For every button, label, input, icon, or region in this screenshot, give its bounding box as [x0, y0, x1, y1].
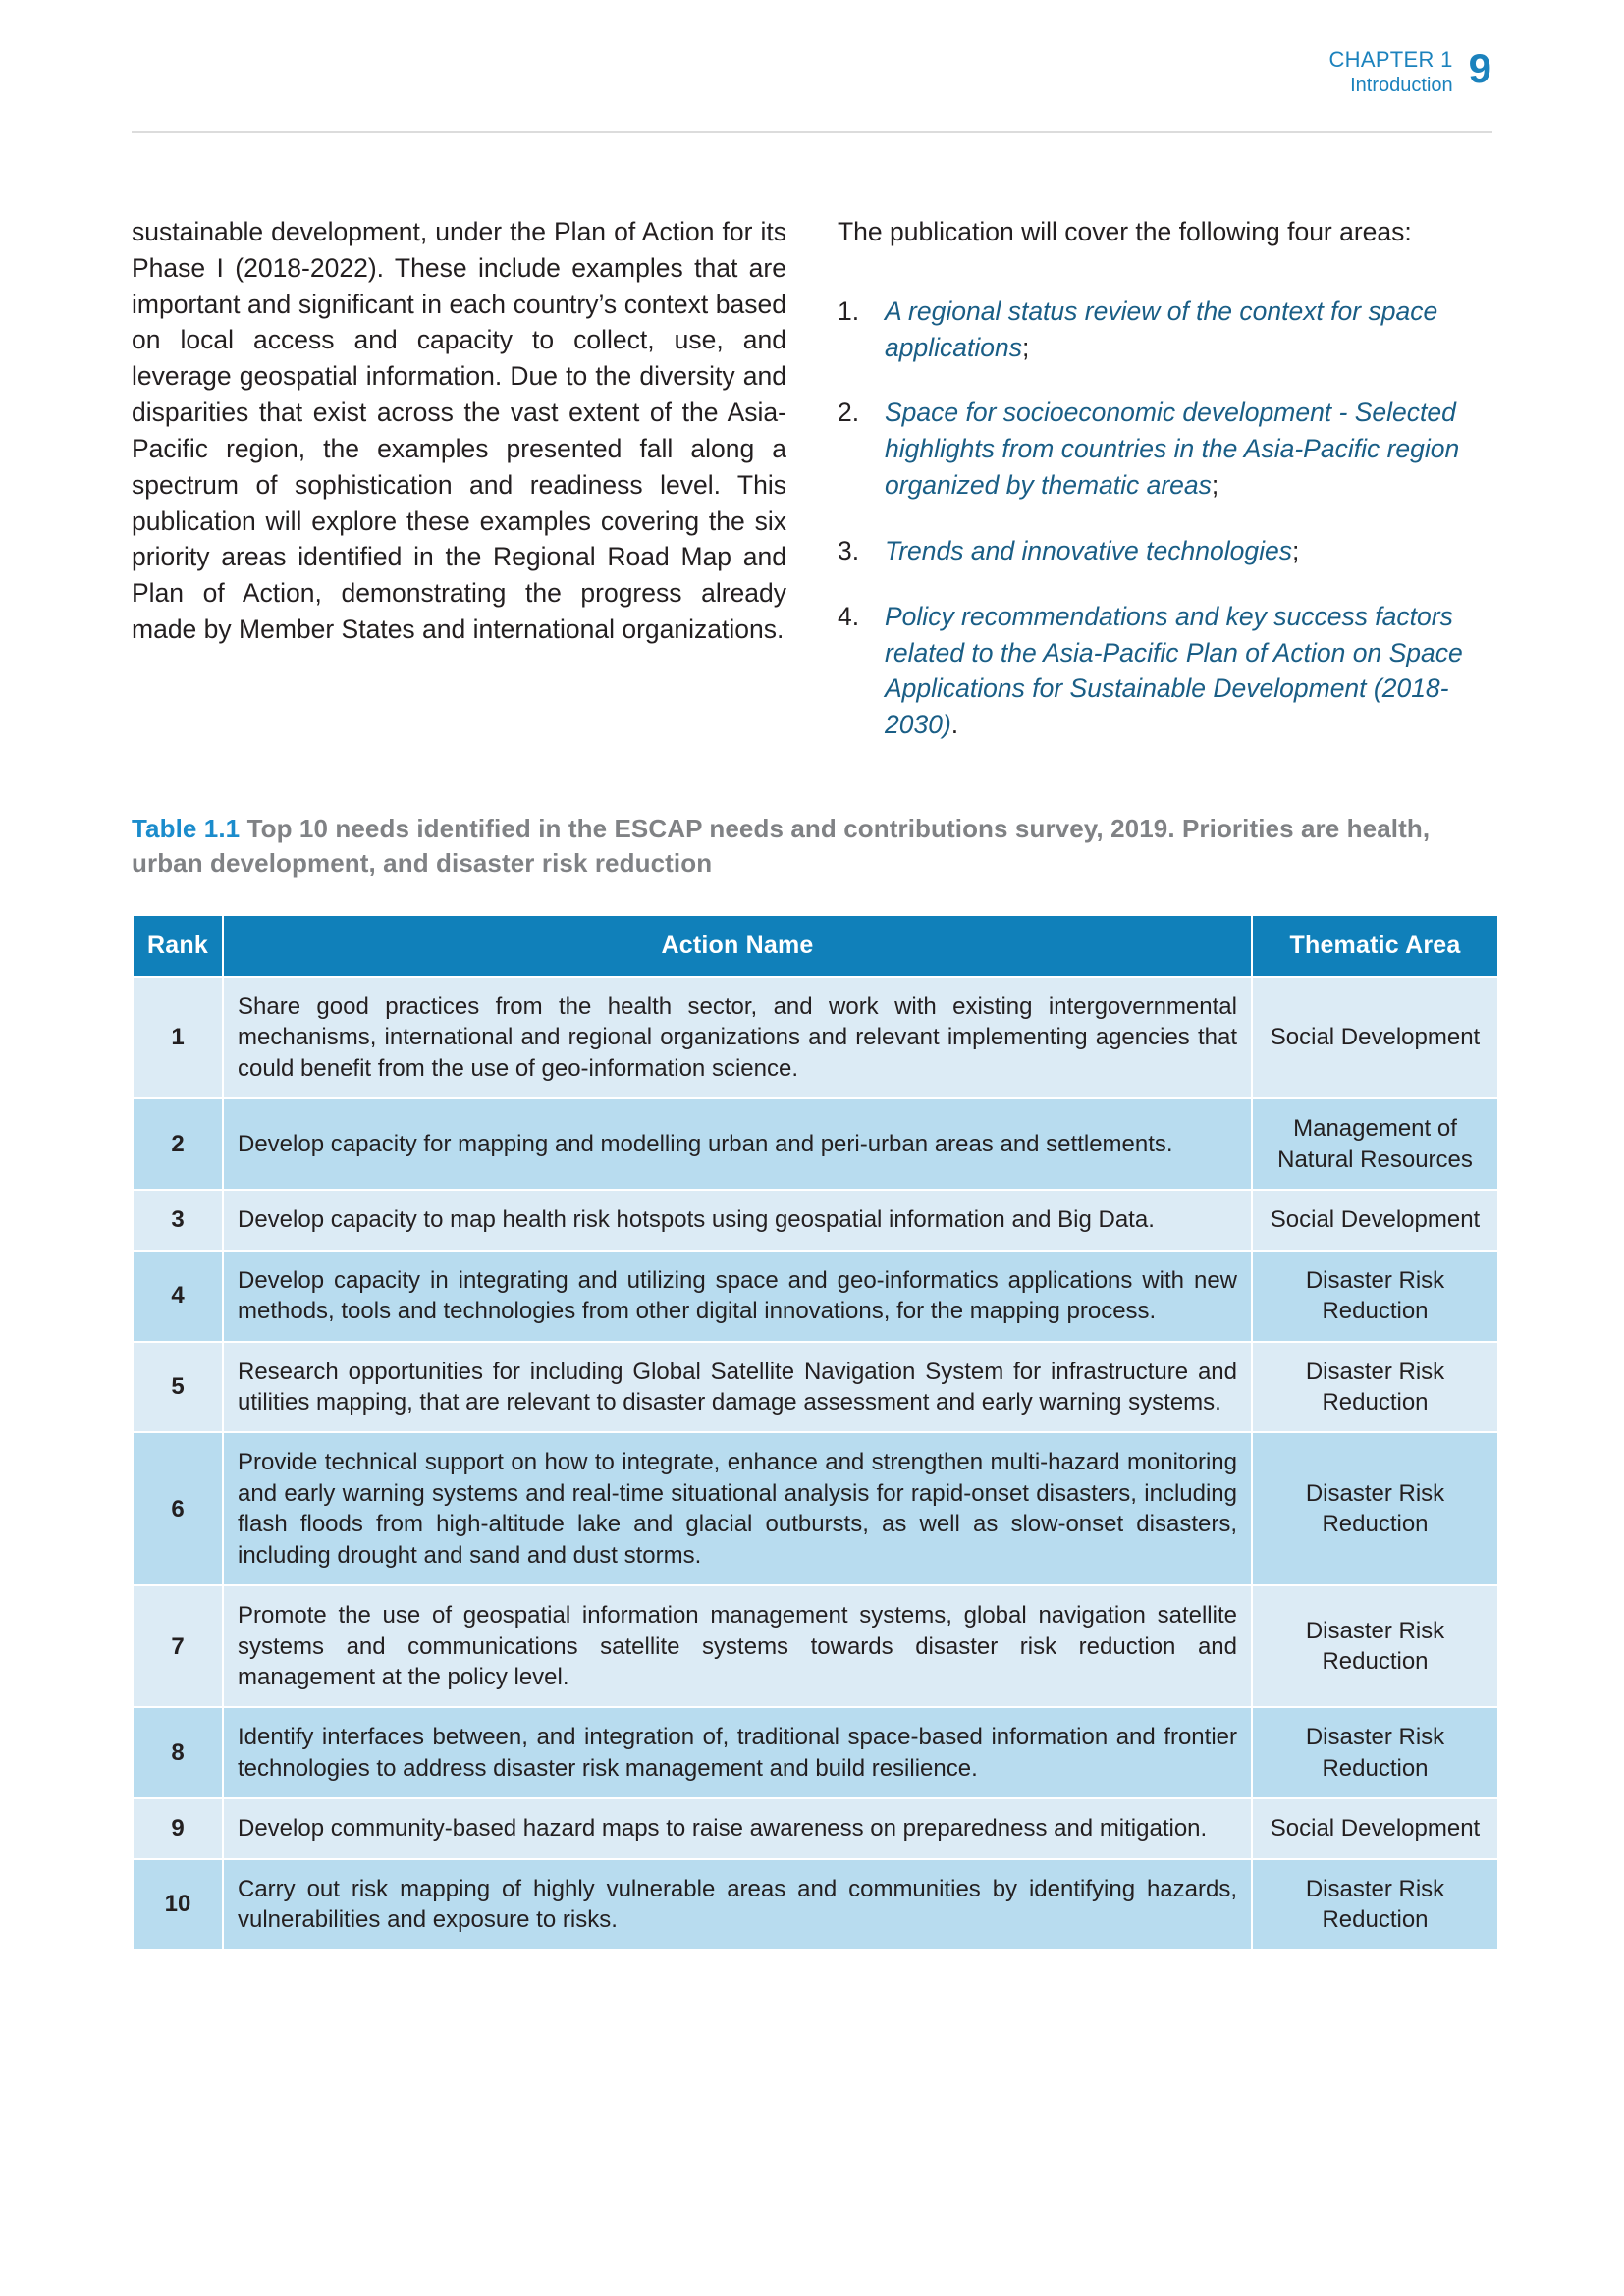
- list-item: [838, 294, 1492, 366]
- running-head-text: [1328, 47, 1452, 98]
- cell-thematic: Disaster Risk Reduction: [1253, 1708, 1497, 1797]
- cell-rank: 2: [134, 1099, 222, 1189]
- cell-thematic: Management of Natural Resources: [1253, 1099, 1497, 1189]
- column-header-thematic-area: Thematic Area: [1253, 916, 1497, 976]
- cell-thematic: Social Development: [1253, 1799, 1497, 1857]
- cell-action: Provide technical support on how to integrate, enhance and strengthen multi-hazard monitoring and early warning systems and real-time situational analysis for rapid-onset disasters, including flash floods from high-altitude lake and glacial outbursts, as well as slow-onset disasters, including drought and sand and dust storms.: [224, 1433, 1251, 1584]
- table-header-row: [134, 916, 1497, 976]
- right-column-lead: The publication will cover the following four areas:: [838, 217, 1412, 246]
- cell-thematic: Social Development: [1253, 978, 1497, 1097]
- chapter-label: CHAPTER 1: [1328, 47, 1453, 72]
- table-row: [134, 1099, 1497, 1189]
- page-number: 9: [1468, 45, 1491, 91]
- cell-action: Develop capacity in integrating and utilizing space and geo-informatics applications with new methods, tools and technologies from other digital innovations, for the mapping process.: [224, 1252, 1251, 1341]
- cell-thematic: Disaster Risk Reduction: [1253, 1586, 1497, 1706]
- table-row: [134, 1860, 1497, 1949]
- cell-rank: 3: [134, 1191, 222, 1249]
- list-item-text: Space for socioeconomic development - Selected highlights from countries in the Asia-Pacific region organized by thematic areas: [885, 398, 1460, 501]
- cell-rank: 6: [134, 1433, 222, 1584]
- column-header-rank: Rank: [134, 916, 222, 976]
- cell-rank: 1: [134, 978, 222, 1097]
- list-item-tail: ;: [1021, 332, 1030, 362]
- table-number-label: Table 1.1: [132, 814, 241, 843]
- cell-rank: 9: [134, 1799, 222, 1857]
- cell-rank: 8: [134, 1708, 222, 1797]
- table-row: [134, 1343, 1497, 1432]
- table-head: [134, 916, 1497, 976]
- running-head: [1328, 47, 1491, 98]
- cell-thematic: Disaster Risk Reduction: [1253, 1433, 1497, 1584]
- table-row: [134, 1799, 1497, 1857]
- table-body: [134, 978, 1497, 1949]
- list-item-text: Trends and innovative technologies: [885, 535, 1292, 565]
- table-caption: [132, 812, 1494, 880]
- cell-rank: 7: [134, 1586, 222, 1706]
- list-item-tail: ;: [1211, 470, 1219, 501]
- cell-action: Promote the use of geospatial information management systems, global navigation satellite systems and communications satellite systems towards disaster risk reduction and management at the policy level.: [224, 1586, 1251, 1706]
- cell-thematic: Disaster Risk Reduction: [1253, 1860, 1497, 1949]
- table-row: [134, 1433, 1497, 1584]
- table-caption-text: Top 10 needs identified in the ESCAP needs and contributions survey, 2019. Priorities are health, urban development, and disaster risk reduction: [132, 814, 1431, 878]
- list-item: [838, 533, 1492, 569]
- list-item: [838, 599, 1492, 743]
- list-item: [838, 395, 1492, 503]
- column-header-action-name: Action Name: [224, 916, 1251, 976]
- header-divider: [132, 131, 1492, 133]
- cell-action: Develop capacity for mapping and modelling urban and peri-urban areas and settlements.: [224, 1099, 1251, 1189]
- four-areas-list: [838, 294, 1492, 743]
- needs-table: [132, 914, 1499, 1951]
- list-item-tail: .: [950, 710, 959, 740]
- cell-action: Share good practices from the health sector, and work with existing intergovernmental mechanisms, international and regional organizations and relevant implementing agencies that could benefit from the use of geo-information science.: [224, 978, 1251, 1097]
- list-item-text: Policy recommendations and key success factors related to the Asia-Pacific Plan of Action on Space Applications for Sustainable Development (2018-2030): [885, 601, 1463, 740]
- cell-rank: 5: [134, 1343, 222, 1432]
- cell-action: Develop community-based hazard maps to raise awareness on preparedness and mitigation.: [224, 1799, 1251, 1857]
- table-row: [134, 1586, 1497, 1706]
- cell-rank: 10: [134, 1860, 222, 1949]
- cell-rank: 4: [134, 1252, 222, 1341]
- cell-thematic: Social Development: [1253, 1191, 1497, 1249]
- left-column: [132, 214, 786, 743]
- right-column: [838, 214, 1492, 743]
- cell-action: Develop capacity to map health risk hotspots using geospatial information and Big Data.: [224, 1191, 1251, 1249]
- table-row: [134, 1708, 1497, 1797]
- cell-thematic: Disaster Risk Reduction: [1253, 1343, 1497, 1432]
- cell-action: Research opportunities for including Global Satellite Navigation System for infrastructure and utilities mapping, that are relevant to disaster damage assessment and early warning systems.: [224, 1343, 1251, 1432]
- table-row: [134, 1191, 1497, 1249]
- cell-action: Carry out risk mapping of highly vulnerable areas and communities by identifying hazards, vulnerabilities and exposure to risks.: [224, 1860, 1251, 1949]
- cell-thematic: Disaster Risk Reduction: [1253, 1252, 1497, 1341]
- needs-table-container: [132, 914, 1495, 1951]
- chapter-section-label: Introduction: [1350, 74, 1453, 96]
- table-row: [134, 1252, 1497, 1341]
- left-column-paragraph: sustainable development, under the Plan of Action for its Phase I (2018-2022). These include examples that are important and significant in each country’s context based on local access and capacity to collect, use, and leverage geospatial information. Due to the diversity and disparities that exist across the vast extent of the Asia-Pacific region, the examples presented fall along a spectrum of sophistication and readiness level. This publication will explore these examples covering the six priority areas identified in the Regional Road Map and Plan of Action, demonstrating the progress already made by Member States and international organizations.: [132, 217, 786, 645]
- list-item-tail: ;: [1291, 535, 1300, 565]
- cell-action: Identify interfaces between, and integration of, traditional space-based information and frontier technologies to address disaster risk management and build resilience.: [224, 1708, 1251, 1797]
- list-item-text: A regional status review of the context for space applications: [885, 295, 1438, 362]
- table-row: [134, 978, 1497, 1097]
- body-columns: [132, 214, 1492, 743]
